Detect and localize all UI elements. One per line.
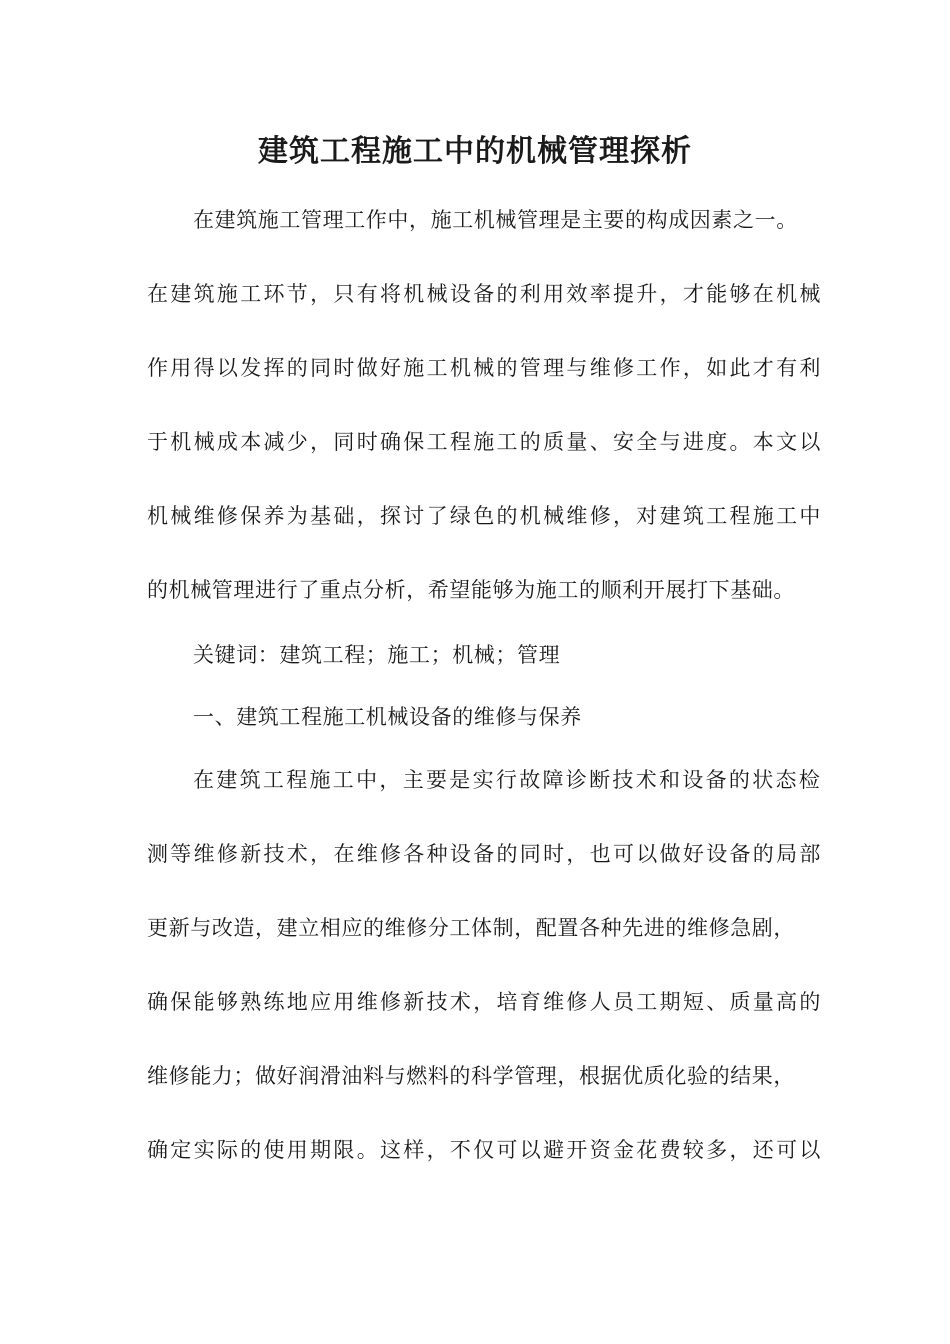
abstract-line-3: 作用得以发挥的同时做好施工机械的管理与维修工作，如此才有利 (147, 356, 823, 380)
section-line-4: 确保能够熟练地应用维修新技术，培育维修人员工期短、质量高的 (147, 990, 823, 1014)
abstract-line-5: 机械维修保养为基础，探讨了绿色的机械维修，对建筑工程施工中 (147, 504, 823, 528)
keywords-line: 关键词：建筑工程；施工；机械；管理 (193, 643, 561, 667)
abstract-line-6: 的机械管理进行了重点分析，希望能够为施工的顺利开展打下基础。 (147, 578, 795, 602)
abstract-line-1: 在建筑施工管理工作中，施工机械管理是主要的构成因素之一。 (193, 208, 798, 232)
section-line-3: 更新与改造，建立相应的维修分工体制，配置各种先进的维修急剧， (147, 916, 795, 940)
section-line-6: 确定实际的使用期限。这样，不仅可以避开资金花费较多，还可以 (147, 1138, 823, 1162)
section-line-1: 在建筑工程施工中，主要是实行故障诊断技术和设备的状态检 (193, 768, 823, 792)
document-title: 建筑工程施工中的机械管理探析 (258, 134, 692, 169)
abstract-line-2: 在建筑施工环节，只有将机械设备的利用效率提升，才能够在机械 (147, 282, 823, 306)
section-line-5: 维修能力；做好润滑油料与燃料的科学管理，根据优质化验的结果， (147, 1064, 795, 1088)
section-heading: 一、建筑工程施工机械设备的维修与保养 (193, 705, 582, 729)
section-line-2: 测等维修新技术，在维修各种设备的同时，也可以做好设备的局部 (147, 842, 823, 866)
abstract-line-4: 于机械成本减少，同时确保工程施工的质量、安全与进度。本文以 (147, 430, 823, 454)
